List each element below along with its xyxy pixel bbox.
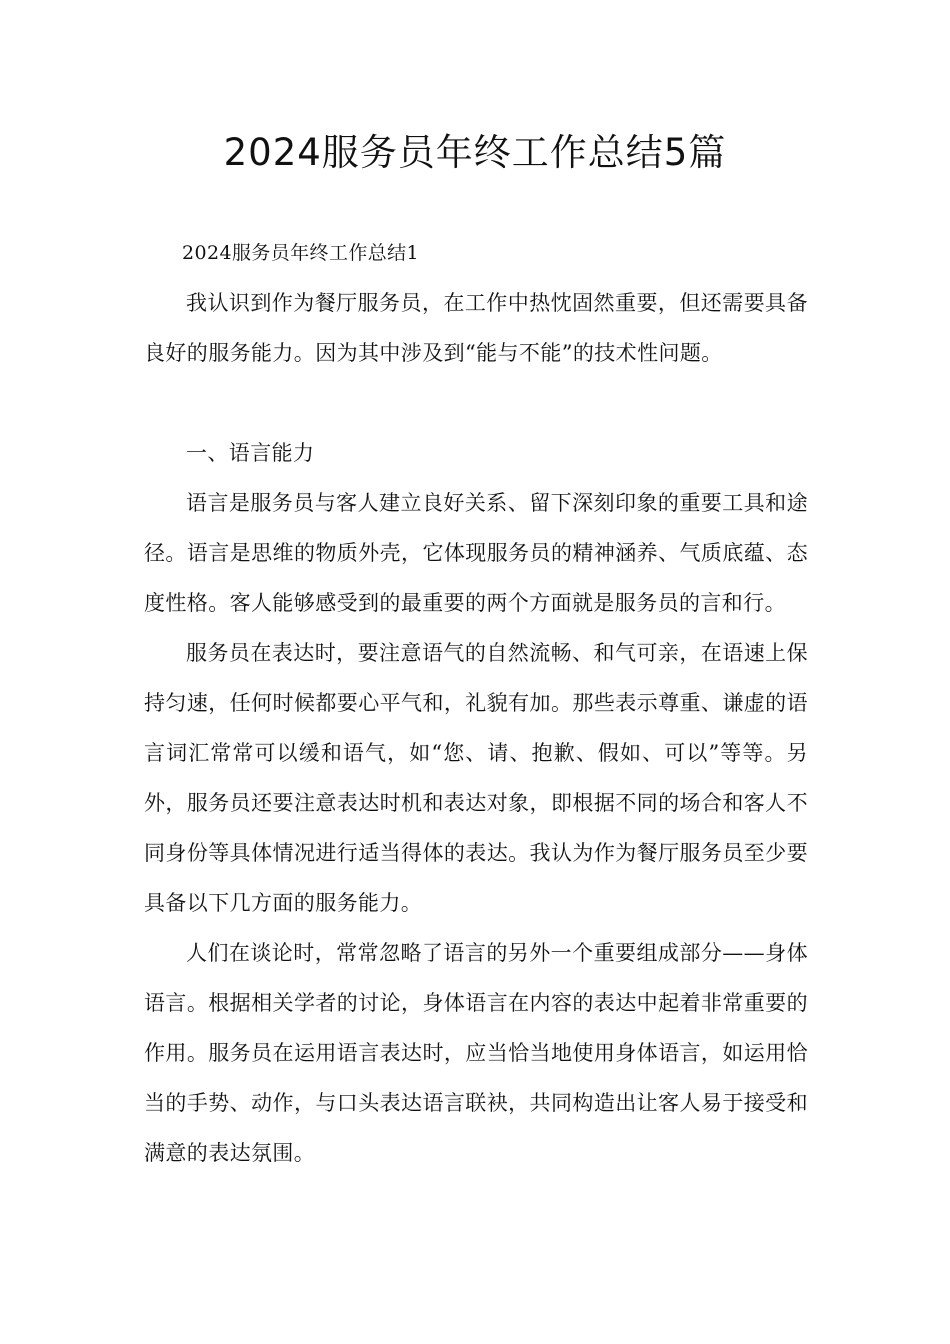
section-subtitle: 2024服务员年终工作总结1 (182, 242, 420, 264)
paragraph-language-importance: 语言是服务员与客人建立良好关系、留下深刻印象的重要工具和途径。语言是思维的物质外壳，它体现服务员的精神涵养、气质底蕴、态度性格。客人能够感受到的最重要的两个方面就是服务员的言和行。 (144, 491, 808, 615)
section-heading-language-ability: 一、语言能力 (186, 441, 315, 465)
document-body (144, 228, 808, 1178)
page-title: 2024服务员年终工作总结5篇 (223, 131, 727, 174)
paragraph-body-language: 人们在谈论时，常常忽略了语言的另外一个重要组成部分——身体语言。根据相关学者的讨论，身体语言在内容的表达中起着非常重要的作用。服务员在运用语言表达时，应当恰当地使用身体语言，如运用恰当的手势、动作，与口头表达语言联袂，共同构造出让客人易于接受和满意的表达氛围。 (144, 941, 808, 1165)
paragraph-expression-tone: 服务员在表达时，要注意语气的自然流畅、和气可亲，在语速上保持匀速，任何时候都要心平气和，礼貌有加。那些表示尊重、谦虚的语言词汇常常可以缓和语气，如“您、请、抱歉、假如、可以”等等。另外，服务员还要注意表达时机和表达对象，即根据不同的场合和客人不同身份等具体情况进行适当得体的表达。我认为作为餐厅服务员至少要具备以下几方面的服务能力。 (144, 641, 808, 915)
paragraph-intro: 我认识到作为餐厅服务员，在工作中热忱固然重要，但还需要具备良好的服务能力。因为其中涉及到“能与不能”的技术性问题。 (144, 291, 808, 365)
